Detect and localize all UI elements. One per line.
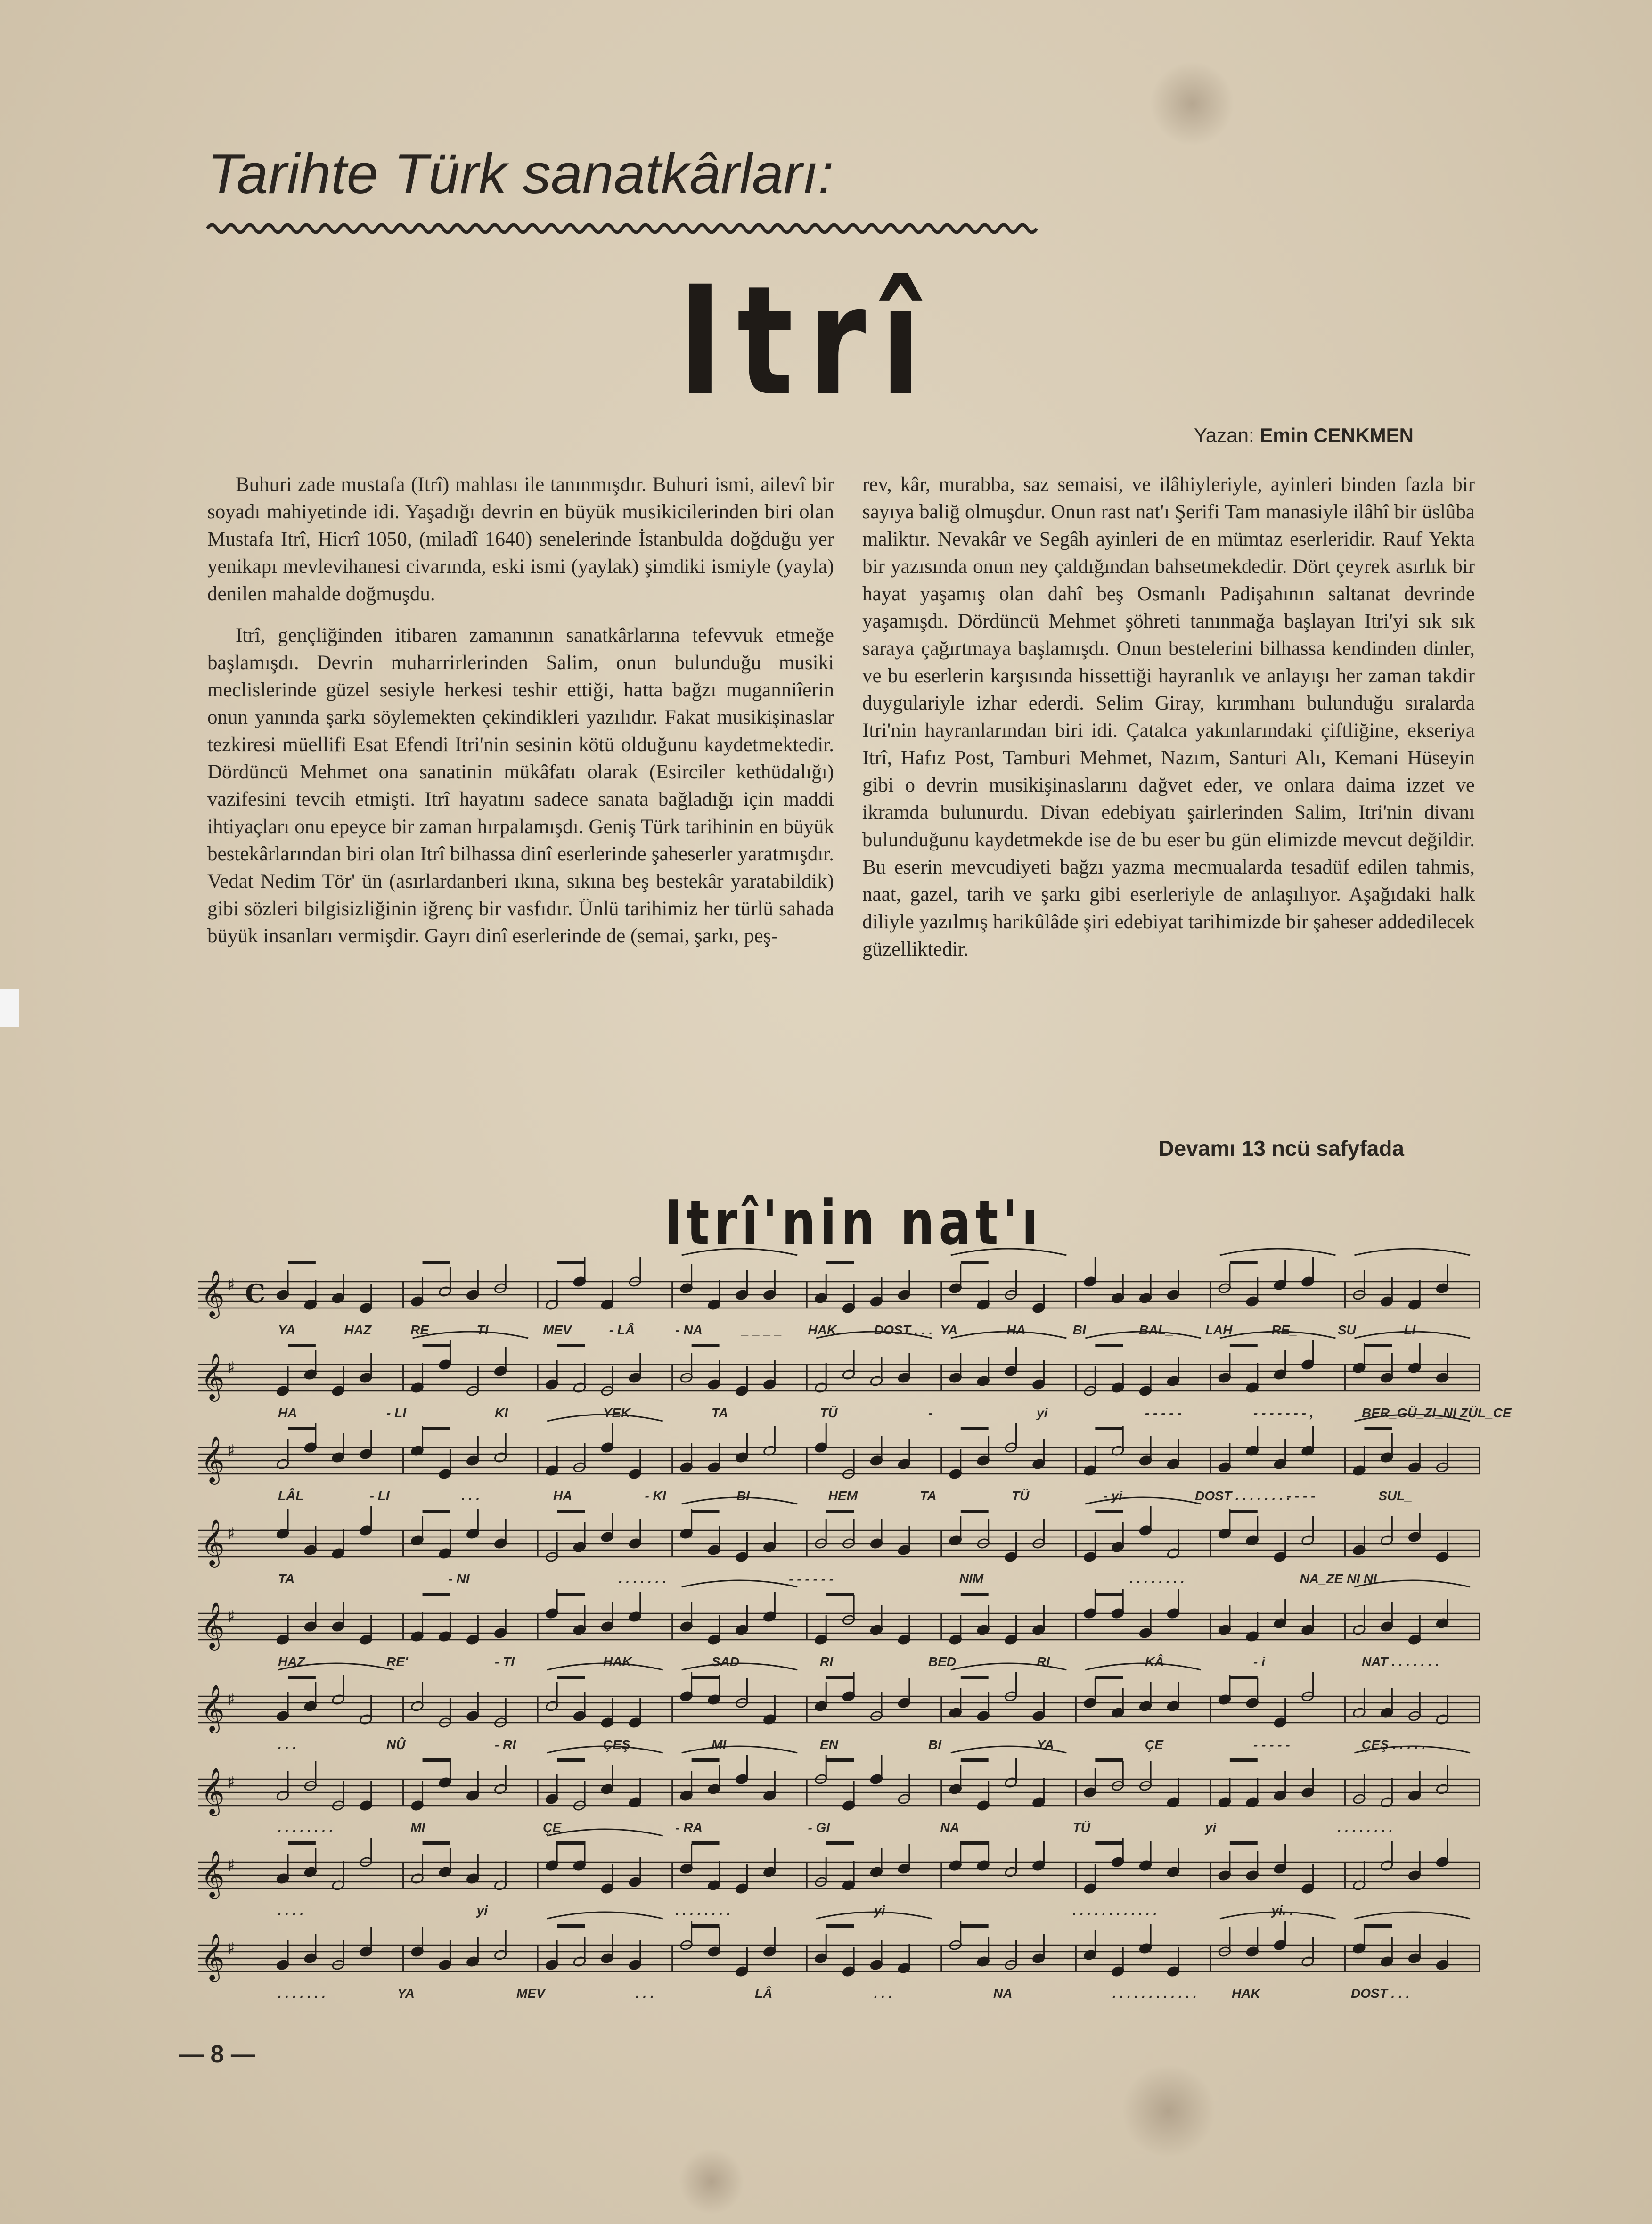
continued-note: Devamı 13 ncü safyfada [1158,1136,1404,1161]
slur [1085,1663,1201,1670]
lyric-syllable: HAK [1232,1986,1260,2001]
note-beam [1230,1510,1258,1513]
lyric-syllable: RE [410,1323,429,1337]
note-beam [1095,1344,1123,1347]
lyric-syllable: LI [1404,1323,1416,1337]
lyric-syllable: . . . [278,1737,296,1752]
treble-clef-icon: 𝄞 [201,1850,225,1897]
lyric-syllable: . . . . . . . [278,1986,326,2001]
note-beam [288,1344,316,1347]
note-beam [557,1261,585,1264]
note-beam [692,1758,720,1762]
note-beam [826,1261,854,1264]
lyric-syllable: NAT . . . . . . . [1362,1654,1439,1669]
lyric-syllable: yi [1037,1406,1048,1420]
note-beam [557,1758,585,1762]
sharp-icon: ♯ [227,1441,235,1460]
treble-clef-icon: 𝄞 [201,1519,225,1566]
note-beam [826,1510,854,1513]
lyric-syllable: - LI [386,1406,406,1420]
lyric-syllable: - NI [448,1571,470,1586]
note-beam [692,1676,720,1679]
note-beam [826,1676,854,1679]
sharp-icon: ♯ [227,1358,235,1377]
sharp-icon: ♯ [227,1773,235,1792]
lyric-syllable: - - - - - - - , [1253,1406,1314,1420]
ink-stain [679,2149,744,2215]
note-beam [961,1841,989,1845]
lyric-syllable: BI [736,1488,750,1503]
note-beam [961,1676,989,1679]
lyric-syllable: BI [1072,1323,1086,1337]
note-beam [1364,1427,1392,1430]
lyric-syllable: HAZ [344,1323,372,1337]
lyric-syllable: yi. . [1271,1903,1294,1918]
lyric-syllable: HAK [808,1323,837,1337]
lyric-syllable: HA [553,1488,572,1503]
lyric-syllable: . . . . . . . . [1337,1820,1393,1835]
lyric-syllable: KI [495,1406,508,1420]
slur [682,1580,798,1587]
note-beam [826,1841,854,1845]
lyric-syllable: MEV [543,1323,572,1337]
lyric-syllable: TÜ [820,1406,838,1420]
lyric-syllable: MEV [516,1986,545,2001]
lyric-syllable: HA [1006,1323,1026,1337]
note-beam [961,1427,989,1430]
lyric-syllable: KÂ [1145,1654,1164,1669]
article-column-left [207,471,834,964]
slur [1220,1249,1336,1255]
lyric-syllable: - LI [369,1488,390,1503]
sharp-icon: ♯ [227,1276,235,1294]
lyric-syllable: . . . . . . . . [1129,1571,1185,1586]
note-beam [423,1510,450,1513]
lyric-syllable: TA [712,1406,728,1420]
lyric-syllable: TÜ [1072,1820,1090,1835]
treble-clef-icon: 𝄞 [201,1767,225,1815]
lyric-syllable: RE' [386,1654,408,1669]
paper-tear [0,989,19,1027]
lyric-syllable: HA [278,1406,297,1420]
page-number: — 8 — [179,2041,255,2068]
note-beam [961,1261,989,1264]
series-title: Tarihte Türk sanatkârları: [207,142,834,205]
article-paragraph: Itrî, gençliğinden itibaren zamanının sanatkârlarına tefevvuk etmeğe başlamışdı. Devrin muharrirlerinden Salim, onun bulunduğu musiki meclislerinde güzel sesiyle herkesi teshir ettiği, hatta bağzı muganniîerin onun yanında şarkı söylemekten çekindikleri yazılıdır. Fakat musikişinaslar tezkiresi müellifi Esat Efendi Itri'nin sesinin kötü olduğunu kaydetmektedir. Dördüncü Mehmet ona sanatinin mükâfatı olarak (Esirciler kethüdalığı) vazifesini tevcih etmişti. Itrî hayatını sadece sanata bağladığı için maddi ihtiyaçları onu epeyce bir zaman hırpalamışdı. Geniş Türk tarihinin en büyük bestekârlarından biri olan Itrî bilhassa dinî eserlerinde şaheserler yaratmışdır. Vedat Nedim Tör' ün (asırlardanberi ıkına, sıkına beş bestekâr yaratabildik) gibi sözleri bilgisizliğinin iğrenç bir vasfıdır. Ünlü tarihimiz her türlü sahada büyük insanları vermişdir. Gayrı dinî eserlerinde de (semai, şarkı, peş- [207,624,834,947]
note-beam [1230,1261,1258,1264]
lyric-syllable: HEM [828,1488,858,1503]
lyric-syllable: BER_GÜ_ZI_NI ZÜL_CE [1362,1406,1512,1420]
lyric-syllable: ÇEŞ [603,1737,630,1752]
note-beam [961,1593,989,1596]
author-label: Yazan: [1194,424,1254,446]
score-title: Itrî'nin nat'ı [664,1187,1043,1259]
article-column-right [862,471,1475,977]
lyric-syllable: DOST . . . [1351,1986,1410,2001]
note-beam [826,1924,854,1928]
lyric-syllable: . . . [636,1986,654,2001]
note-beam [423,1344,450,1347]
note-beam [288,1427,316,1430]
treble-clef-icon: 𝄞 [201,1602,225,1649]
lyric-syllable: TA [278,1571,295,1586]
lyric-syllable: NA [993,1986,1013,2001]
slur [682,1663,798,1670]
lyric-syllable: ÇE [543,1820,562,1835]
lyric-syllable: BI [928,1737,941,1752]
ink-stain [1121,2064,1216,2158]
wavy-underline [207,219,1037,238]
lyric-syllable: DOST . . . . . . . . [1195,1488,1291,1503]
lyric-syllable: - - - - - [1145,1406,1182,1420]
note-beam [423,1593,450,1596]
lyric-syllable: RI [1037,1654,1050,1669]
lyric-syllable: ÇE [1145,1737,1163,1752]
note-beam [826,1758,854,1762]
slur [1085,1497,1201,1504]
lyric-syllable: SU [1337,1323,1356,1337]
lyric-syllable: YA [1037,1737,1054,1752]
lyric-syllable: NA_ZE NI NI [1300,1571,1377,1586]
lyric-syllable: BED [928,1654,957,1669]
lyric-syllable: - - - - - [1253,1737,1290,1752]
lyric-syllable: yi [1205,1820,1217,1835]
note-beam [557,1593,585,1596]
lyric-syllable: YEK [603,1406,630,1420]
time-signature: C [245,1278,265,1308]
lyric-syllable: ÇEŞ . . . . . [1362,1737,1426,1752]
lyric-syllable: . . . . . . . . . . . . [1072,1903,1157,1918]
slur [682,1746,798,1753]
sharp-icon: ♯ [227,1690,235,1709]
lyric-syllable: TI [476,1323,489,1337]
lyric-syllable: . . . . . . . . [675,1903,731,1918]
lyric-syllable: - RA [675,1820,703,1835]
note-beam [1095,1510,1123,1513]
lyric-syllable: yi [476,1903,488,1918]
lyric-syllable: - GI [808,1820,830,1835]
lyric-syllable: NÛ [386,1737,406,1752]
note-beam [692,1841,720,1845]
lyric-syllable: BAL_ [1139,1323,1174,1337]
lyric-syllable: TA [920,1488,937,1503]
lyric-syllable: . . . . [278,1903,304,1918]
lyric-syllable: . . . [874,1986,892,2001]
lyric-syllable: YA [397,1986,415,2001]
lyric-syllable: HAZ [278,1654,305,1669]
note-beam [557,1510,585,1513]
lyric-syllable: SUL_ [1378,1488,1412,1503]
note-beam [961,1510,989,1513]
article-paragraph: rev, kâr, murabba, saz semaisi, ve ilâhiyleriyle, ayinleri binden fazla bir sayıya baliğ olmuşdur. Onun rast nat'ı Şerifi Tam manasiyle ilâhî bir üslûba maliktır. Nevakâr ve Segâh ayinleri de en mümtaz eserleridir. Rauf Yekta bir yazısında onun ney çaldığından bahsetmekdedir. Dört çeyrek asırlık bir hayat yaşamış olan dahî beş Osmanlı Padişahının saltanat devrinde yaşamışdı. Dördüncü Mehmet şöhreti tanınmağa başlayan Itri'yi sık sık saraya çağırtmaya başlamışdı. Onun bestelerini bilhassa kendinden dinler, ve bu eserlerin karşısında hissettiği hayranlık ve anlayışı her zaman takdir duygulariyle izhar ederdi. Selim Giray, kırımhanı bulunduğu sıralarda Itri'nin hayranlarından biri idi. Çatalca yakınlarındaki çiftliğine, ekseriya Itrî, Hafız Post, Tamburi Mehmet, Nazım, Santuri Alı, Kemani Hüseyin gibi o devrin musikişinaslarını dağvet eder, ve onlara daima izzet ve ikramda bulunurdu. Divan edebiyatı şairlerinden Salim, Itri'nin divanı bulunduğunu kaydetmekde ise de bu eser bu gün elimizde mevcut değildir. Bu eserin mevcudiyeti bağzı yazma mecmualarda tesadüf edilen tahmis, naat, gazel, tarih ve şarkı gibi eserleriyle de anlaşılıyor. Aşağıdaki halk diliyle yazılmış harikûlâde şiri edebiyat tarihimizde bir şaheser addedilecek güzelliktedir. [862,474,1475,960]
lyric-syllable: - yi [1103,1488,1123,1503]
lyric-syllable: EN [820,1737,838,1752]
lyric-syllable: TÜ [1011,1488,1030,1503]
note-beam [1230,1841,1258,1845]
note-beam [1230,1758,1258,1762]
lyric-syllable: HAK [603,1654,632,1669]
note-beam [423,1758,450,1762]
note-beam [961,1924,989,1928]
note-beam [1230,1676,1258,1679]
lyric-syllable: SAD [712,1654,740,1669]
slur [1354,1912,1470,1919]
note-beam [692,1344,720,1347]
lyric-syllable: NA [940,1820,960,1835]
note-beam [557,1676,585,1679]
treble-clef-icon: 𝄞 [201,1353,225,1400]
lyric-syllable: LAH [1205,1323,1233,1337]
lyric-syllable: - - - - [1286,1488,1316,1503]
sharp-icon: ♯ [227,1524,235,1543]
lyric-syllable: RE_ [1271,1323,1297,1337]
lyric-syllable: - RI [495,1737,516,1752]
note-beam [692,1924,720,1928]
article-title: Itrî [679,254,936,429]
note-beam [826,1593,854,1596]
lyric-syllable: - i [1253,1654,1265,1669]
note-beam [961,1758,989,1762]
lyric-syllable: MI [712,1737,727,1752]
note-beam [557,1841,585,1845]
note-beam [1095,1841,1123,1845]
note-beam [288,1676,316,1679]
note-beam [557,1924,585,1928]
lyric-syllable: LÂL [278,1488,304,1503]
lyric-syllable: - NA [675,1323,703,1337]
lyric-syllable: - LÂ [609,1323,635,1337]
sharp-icon: ♯ [227,1939,235,1958]
article-paragraph: Buhuri zade mustafa (Itrî) mahlası ile tanınmışdır. Buhuri ismi, ailevî bir soyadı mahiyetinde idi. Yaşadığı devrin en büyük musikicilerinden biri olan Mustafa Itrî, Hicrî 1050, (miladî 1640) senelerinde İstanbulda doğduğu yer yenikapı mevlevihanesi civarında, eski ismi (yaylak) şimdiki ismiyle (yayla) denilen mahalde doğmuşdu. [207,474,834,605]
treble-clef-icon: 𝄞 [201,1684,225,1732]
note-beam [692,1510,720,1513]
lyric-syllable: DOST . . . [874,1323,933,1337]
lyric-syllable: . . . . . . . . . . . . [1112,1986,1197,2001]
treble-clef-icon: 𝄞 [201,1270,225,1317]
note-beam [1364,1344,1392,1347]
lyric-syllable: RI [820,1654,833,1669]
slur [547,1912,663,1919]
lyric-syllable: . . . . . . . [618,1571,666,1586]
note-beam [1230,1344,1258,1347]
note-beam [1095,1758,1123,1762]
note-beam [423,1261,450,1264]
treble-clef-icon: 𝄞 [201,1436,225,1483]
author-name: Emin CENKMEN [1259,424,1414,446]
note-beam [423,1841,450,1845]
lyric-syllable: YA [940,1323,958,1337]
sharp-icon: ♯ [227,1856,235,1875]
slur [1354,1249,1470,1255]
note-beam [288,1841,316,1845]
lyric-syllable: . . . [461,1488,480,1503]
lyric-syllable: - KI [645,1488,666,1503]
author-line [1084,424,1414,452]
note-beam [1095,1593,1123,1596]
note-beam [1095,1676,1123,1679]
lyric-syllable: YA [278,1323,295,1337]
note-beam [288,1261,316,1264]
lyric-syllable: - [928,1406,933,1420]
lyric-syllable: NIM [959,1571,984,1586]
note-beam [423,1427,450,1430]
lyric-syllable: - TI [495,1654,515,1669]
lyric-syllable: - - - - - - [789,1571,834,1586]
lyric-syllable: LÂ [755,1986,773,2001]
note-beam [1095,1427,1123,1430]
sheet-music-score [179,1267,1512,2021]
sharp-icon: ♯ [227,1607,235,1626]
treble-clef-icon: 𝄞 [201,1933,225,1980]
lyric-syllable: MI [410,1820,425,1835]
lyric-syllable: yi [874,1903,885,1918]
slur [547,1829,663,1836]
lyric-syllable: _ _ _ _ [741,1323,782,1337]
note-beam [557,1344,585,1347]
note-beam [1364,1924,1392,1928]
slur [413,1332,529,1338]
lyric-syllable: . . . . . . . . [278,1820,333,1835]
